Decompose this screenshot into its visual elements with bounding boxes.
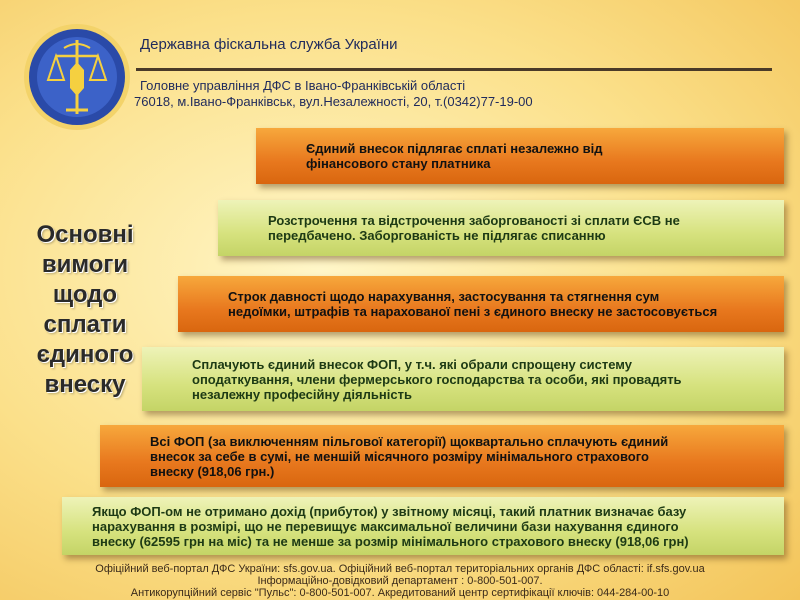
requirement-item-5: [100, 425, 784, 487]
requirement-line: оподаткування, члени фермерського господарства та особи, які провадять: [192, 371, 682, 387]
requirement-item-1: [256, 128, 784, 184]
requirement-line: Якщо ФОП-ом не отримано дохід (прибуток) у звітному місяці, такий платник визначає базу: [92, 503, 687, 519]
requirement-line: внеску (62595 грн на міс) та не менше за розмір мінімального страхового внеску (918,06 грн): [92, 533, 689, 549]
side-title-line: Основні: [36, 221, 134, 248]
side-title-line: щодо сплати: [43, 281, 127, 338]
requirement-item-2: [218, 200, 784, 256]
dept-name: Головне управління ДФС в Івано-Франківській області: [140, 78, 466, 93]
org-name: Державна фіскальна служба України: [140, 36, 398, 53]
side-title-line: єдиного: [36, 341, 134, 368]
requirement-line: недоїмки, штрафів та нарахованої пені з єдиного внеску не застосовується: [228, 304, 718, 319]
requirement-line: фінансового стану платника: [306, 156, 491, 171]
requirement-line: Строк давності щодо нарахування, застосування та стягнення сум: [228, 289, 660, 304]
requirement-line: внеску (918,06 грн.): [150, 463, 275, 479]
side-title: [10, 220, 160, 400]
footer-anticorruption: Антикорупційний сервіс "Пульс": 0-800-501-007. Акредитований центр сертифікації ключів: 044-284-00-10: [130, 587, 670, 599]
side-title-line: внеску: [44, 371, 126, 398]
requirement-line: незалежну професійну діяльність: [192, 386, 412, 402]
header-divider: [136, 68, 772, 71]
requirement-item-3: [178, 276, 784, 332]
requirement-line: Всі ФОП (за виключенням пільгової категорії) щоквартально сплачують єдиний: [150, 433, 669, 449]
footer-portals: Офіційний веб-портал ДФС України: sfs.gov.ua. Офіційний веб-портал територіальних органів ДФС області: if.sfs.gov.ua: [95, 563, 705, 575]
requirement-line: передбачено. Заборгованість не підлягає списанню: [268, 228, 606, 243]
side-title-line: вимоги: [41, 251, 129, 278]
requirement-line: Сплачують єдиний внесок ФОП, у т.ч. які обрали спрощену систему: [192, 356, 632, 372]
footer-info-dept: Інформаційно-довідковий департамент : 0-800-501-007.: [257, 575, 543, 587]
requirement-line: Розстрочення та відстрочення заборгованості зі сплати ЄСВ не: [268, 213, 680, 228]
dfs-emblem-logo: [22, 22, 132, 132]
requirement-line: внесок за себе в сумі, не меншій місячного розміру мінімального страхового: [150, 448, 649, 464]
requirement-item-6: [62, 497, 784, 555]
requirement-line: нарахування в розмірі, що не перевищує максимальної величини бази нахування єдиного: [92, 518, 679, 534]
dept-address: 76018, м.Івано-Франківськ, вул.Незалежності, 20, т.(0342)77-19-00: [134, 94, 533, 109]
requirement-line: Єдиний внесок підлягає сплаті незалежно від: [306, 141, 603, 156]
requirement-item-4: [142, 347, 784, 411]
